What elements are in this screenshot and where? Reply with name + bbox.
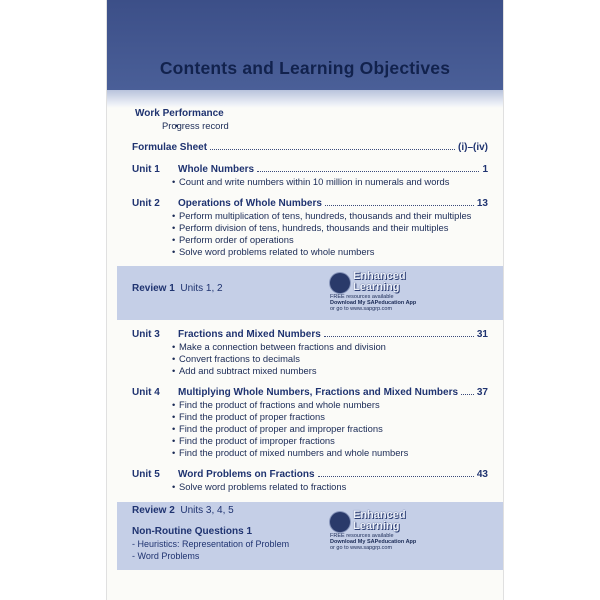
review-1-band: [117, 266, 503, 320]
formulae-title: Formulae Sheet: [132, 142, 208, 153]
unit-row[interactable]: [132, 198, 488, 210]
review-2-band: [117, 502, 503, 570]
page-title: Contents and Learning Objectives: [159, 58, 451, 78]
unit-label: Unit 2: [132, 198, 160, 209]
leader-dots: [325, 205, 474, 206]
unit-label: Unit 3: [132, 329, 160, 340]
badge-line: FREE resources available: [330, 533, 394, 539]
enhanced-learning-badge: [330, 510, 434, 550]
list-item: • Find the product of proper fractions: [132, 411, 488, 423]
page-number: 13: [476, 198, 488, 209]
badge-title: Enhanced Learning: [353, 509, 406, 532]
unit-title: Word Problems on Fractions: [178, 469, 315, 480]
enhanced-learning-badge: [330, 271, 434, 311]
leader-dots: [210, 149, 455, 150]
list-item: • Solve word problems related to whole numbers: [132, 246, 488, 258]
list-item: • Make a connection between fractions and division: [132, 341, 488, 353]
work-performance-title: Work Performance: [135, 108, 224, 119]
review-2-title: Review 2 Units 3, 4, 5: [132, 505, 234, 516]
page-number: 37: [476, 387, 488, 398]
list-item: • Solve word problems related to fractions: [132, 481, 488, 493]
list-item: • Find the product of improper fractions: [132, 435, 488, 447]
page-number: (i)–(iv): [458, 142, 488, 153]
unit-title: Multiplying Whole Numbers, Fractions and Mixed Numbers: [178, 387, 459, 398]
list-item: • Find the product of mixed numbers and whole numbers: [132, 447, 488, 459]
formulae-row[interactable]: [132, 142, 488, 154]
review-1-title: Review 1 Units 1, 2: [132, 283, 223, 294]
badge-line: Download My SAPeducation App: [330, 300, 417, 306]
list-item: • Count and write numbers within 10 million in numerals and words: [132, 176, 488, 188]
list-item: - Heuristics: Representation of Problem: [132, 539, 290, 549]
list-item: • Find the product of proper and improper fractions: [132, 423, 488, 435]
leader-dots: [318, 476, 474, 477]
page-number: 31: [476, 329, 488, 340]
badge-logo-icon: [330, 273, 350, 293]
unit-label: Unit 4: [132, 387, 160, 398]
list-item: • Progress record: [135, 120, 488, 132]
badge-title: Enhanced Learning: [353, 270, 406, 293]
leader-dots: [461, 394, 474, 395]
non-routine-title: Non-Routine Questions 1: [132, 526, 252, 537]
unit-1-section: [132, 164, 488, 188]
badge-line: or go to www.sapgrp.com: [330, 545, 393, 551]
list-item: - Word Problems: [132, 551, 200, 561]
badge-line: or go to www.sapgrp.com: [330, 306, 393, 312]
unit-title: Operations of Whole Numbers: [178, 198, 322, 209]
leader-dots: [257, 171, 479, 172]
list-item: • Perform multiplication of tens, hundreds, thousands and their multiples: [132, 210, 488, 222]
unit-3-section: [132, 329, 488, 377]
unit-row[interactable]: [132, 387, 488, 399]
unit-title: Whole Numbers: [178, 164, 255, 175]
badge-logo-icon: [330, 512, 350, 532]
page-number: 43: [476, 469, 488, 480]
list-item: • Perform division of tens, hundreds, thousands and their multiples: [132, 222, 488, 234]
unit-label: Unit 5: [132, 469, 160, 480]
leader-dots: [324, 336, 474, 337]
unit-2-section: [132, 198, 488, 258]
work-performance-section: [132, 108, 488, 132]
list-item: • Convert fractions to decimals: [132, 353, 488, 365]
list-item: • Find the product of fractions and whole numbers: [132, 399, 488, 411]
unit-5-section: [132, 469, 488, 493]
unit-title: Fractions and Mixed Numbers: [178, 329, 321, 340]
unit-4-section: [132, 387, 488, 459]
list-item: • Add and subtract mixed numbers: [132, 365, 488, 377]
unit-row[interactable]: [132, 469, 488, 481]
unit-row[interactable]: [132, 329, 488, 341]
page-number: 1: [482, 164, 488, 175]
badge-line: FREE resources available: [330, 294, 394, 300]
contents-list: [132, 108, 488, 570]
list-item: • Perform order of operations: [132, 234, 488, 246]
unit-row[interactable]: [132, 164, 488, 176]
unit-label: Unit 1: [132, 164, 160, 175]
badge-line: Download My SAPeducation App: [330, 539, 417, 545]
book-page: [106, 0, 504, 600]
